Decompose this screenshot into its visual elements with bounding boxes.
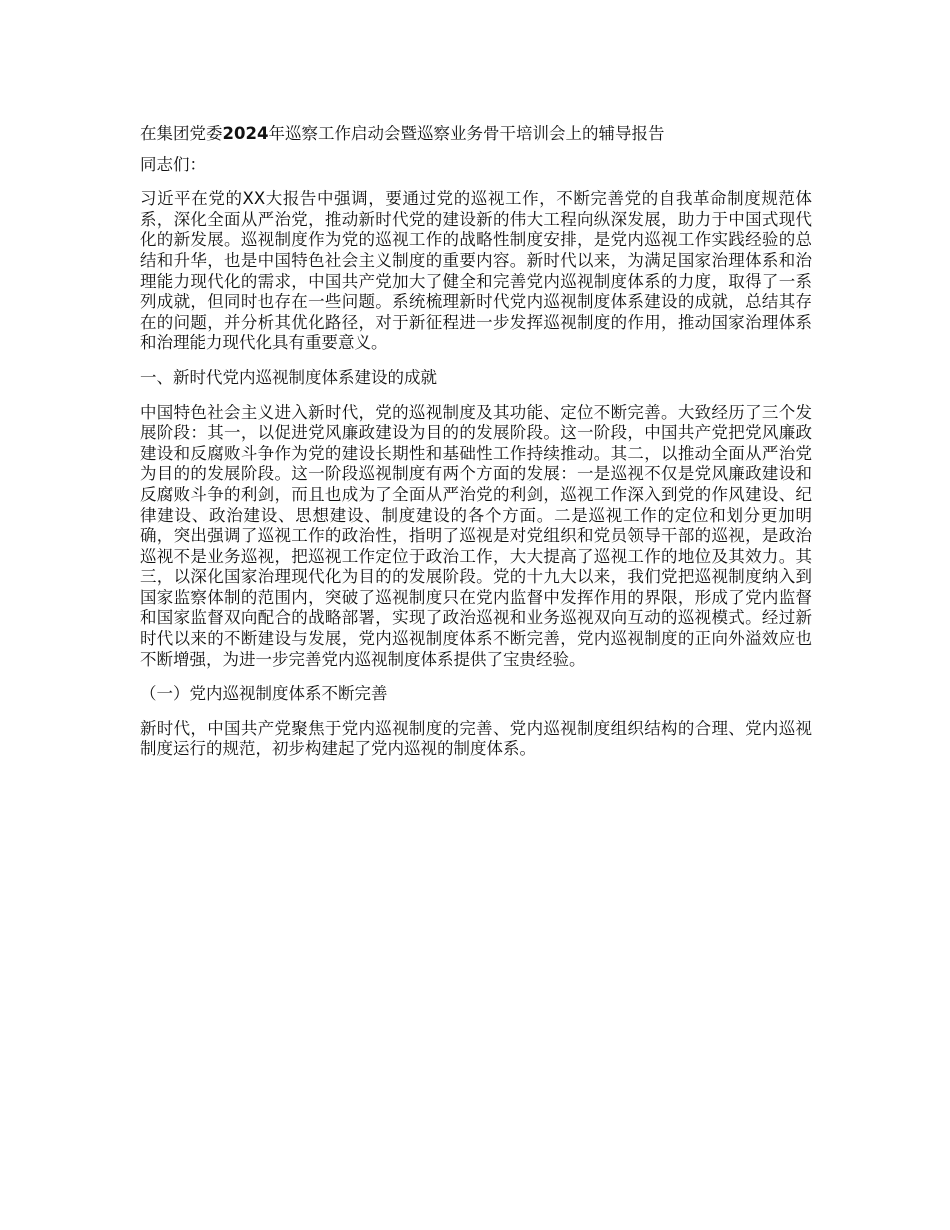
subsection-heading-1: （一）党内巡视制度体系不断完善 — [140, 684, 388, 704]
section-1-paragraph: 中国特色社会主义进入新时代，党的巡视制度及其功能、定位不断完善。大致经历了三个发展阶段：其一，以促进党风廉政建设为目的的发展阶段。这一阶段，中国共产党把党风廉政建设和反腐败斗争作为党的建设长期性和基础性工作持续推动。其二，以推动全面从严治党为目的的发展阶段。这一阶段巡视制度有两个方面的发展：一是巡视不仅是党风廉政建设和反腐败斗争的利剑，而且也成为了全面从严治党的利剑，巡视工作深入到党的作风建设、纪律建设、政治建设、思想建设、制度建设的各个方面。二是巡视工作的定位和划分更加明确，突出强调了巡视工作的政治性，指明了巡视是对党组织和党员领导干部的巡视，是政治巡视不是业务巡视，把巡视工作定位于政治工作，大大提高了巡视工作的地位及其效力。其三，以深化国家治理现代化为目的的发展阶段。党的十九大以来，我们党把巡视制度纳入到国家监察体制的范围内，突破了巡视制度只在党内监督中发挥作用的界限，形成了党内监督和国家监督双向配合的战略部署，实现了政治巡视和业务巡视双向互动的巡视模式。经过新时代以来的不断建设与发展，党内巡视制度体系不断完善，党内巡视制度的正向外溢效应也不断增强，为进一步完善党内巡视制度体系提供了宝贵经验。 — [140, 402, 812, 669]
document-page — [140, 124, 812, 774]
title-year: 2024 — [222, 124, 269, 143]
intro-paragraph: 习近平在党的XX大报告中强调，要通过党的巡视工作，不断完善党的自我革命制度规范体系，深化全面从严治党，推动新时代党的建设新的伟大工程向纵深发展，助力于中国式现代化的新发展。巡视制度作为党的巡视工作的战略性制度安排，是党内巡视工作实践经验的总结和升华，也是中国特色社会主义制度的重要内容。新时代以来，为满足国家治理体系和治理能力现代化的需求，中国共产党加大了健全和完善党内巡视制度体系的力度，取得了一系列成就，但同时也存在一些问题。系统梳理新时代党内巡视制度体系建设的成就，总结其存在的问题，并分析其优化路径，对于新征程进一步发挥巡视制度的作用，推动国家治理体系和治理能力现代化具有重要意义。 — [140, 189, 812, 353]
section-heading-1: 一、新时代党内巡视制度体系建设的成就 — [140, 367, 437, 387]
document-title — [140, 124, 812, 145]
title-suffix: 年巡察工作启动会暨巡察业务骨干培训会上的辅导报告 — [268, 124, 665, 143]
salutation: 同志们： — [140, 154, 206, 174]
title-prefix: 在集团党委 — [140, 124, 223, 143]
subsection-1-paragraph: 新时代，中国共产党聚焦于党内巡视制度的完善、党内巡视制度组织结构的合理、党内巡视制度运行的规范，初步构建起了党内巡视的制度体系。 — [140, 718, 812, 759]
